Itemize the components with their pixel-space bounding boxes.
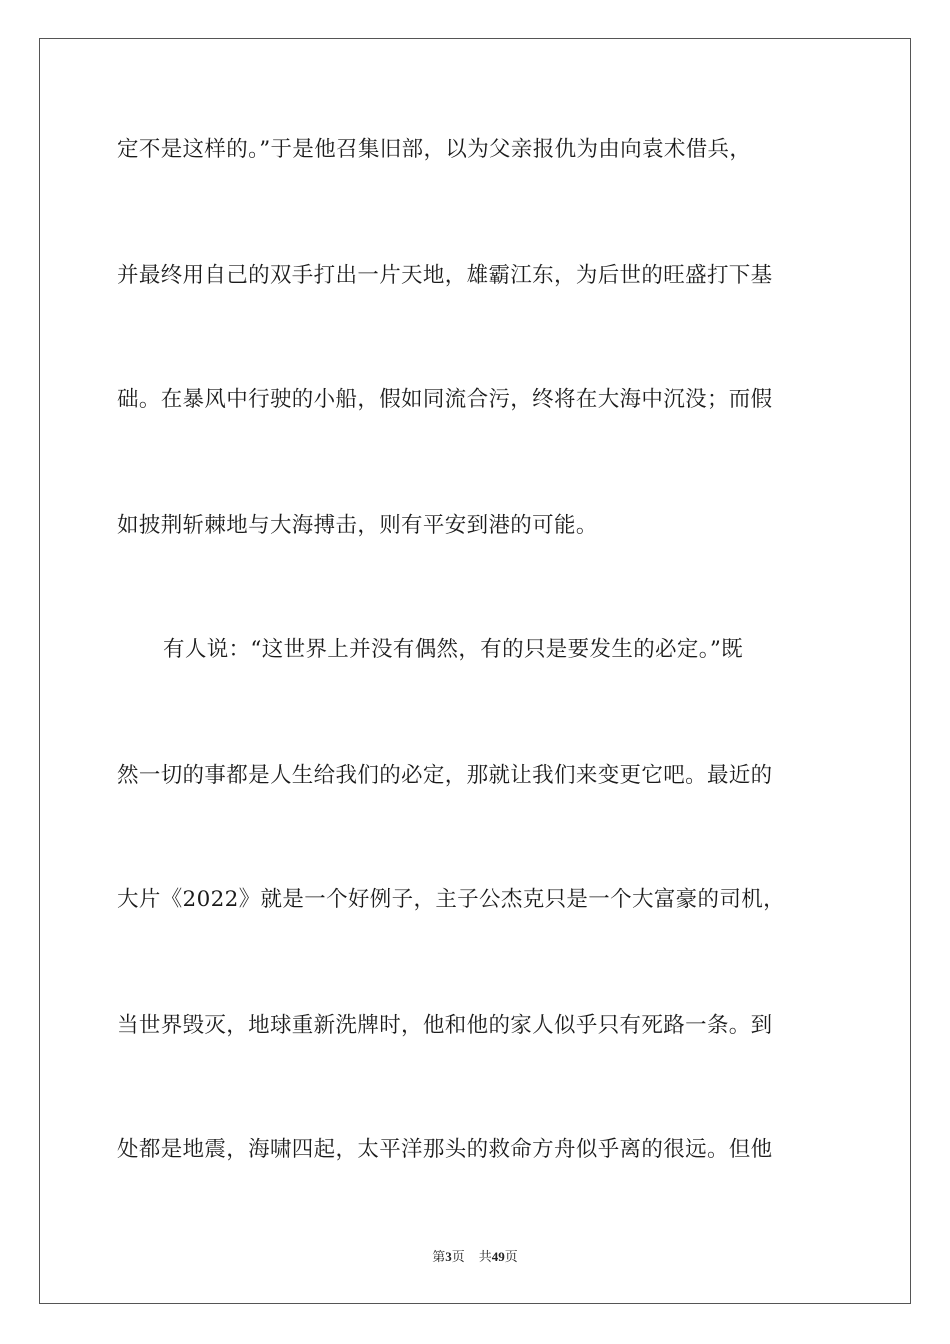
text-line: 如披荆斩棘地与大海搏击，则有平安到港的可能。 (117, 513, 598, 538)
paragraph-first-line: 有人说：“这世界上并没有偶然，有的只是要发生的必定。”既 (163, 637, 744, 662)
page-border (39, 38, 911, 1304)
total-pages: 49 (491, 1249, 505, 1264)
text-line: 当世界毁灭，地球重新洗牌时，他和他的家人似乎只有死路一条。到 (117, 1013, 773, 1038)
page-footer (0, 1248, 950, 1266)
text-line: 定不是这样的。”于是他召集旧部，以为父亲报仇为由向袁术借兵， (117, 137, 752, 162)
total-prefix: 共 (478, 1249, 492, 1264)
page-number: 3 (445, 1249, 452, 1264)
total-suffix: 页 (504, 1249, 518, 1264)
page-suffix: 页 (451, 1249, 465, 1264)
text-line: 处都是地震，海啸四起，太平洋那头的救命方舟似乎离的很远。但他 (117, 1137, 773, 1162)
text-line: 然一切的事都是人生给我们的必定，那就让我们来变更它吧。最近的 (117, 763, 773, 788)
page-prefix: 第 (432, 1249, 446, 1264)
text-line: 并最终用自己的双手打出一片天地，雄霸江东，为后世的旺盛打下基 (117, 263, 773, 288)
text-line: 础。在暴风中行驶的小船，假如同流合污，终将在大海中沉没；而假 (117, 387, 773, 412)
text-line: 大片《2022》就是一个好例子，主子公杰克只是一个大富豪的司机， (117, 887, 785, 912)
